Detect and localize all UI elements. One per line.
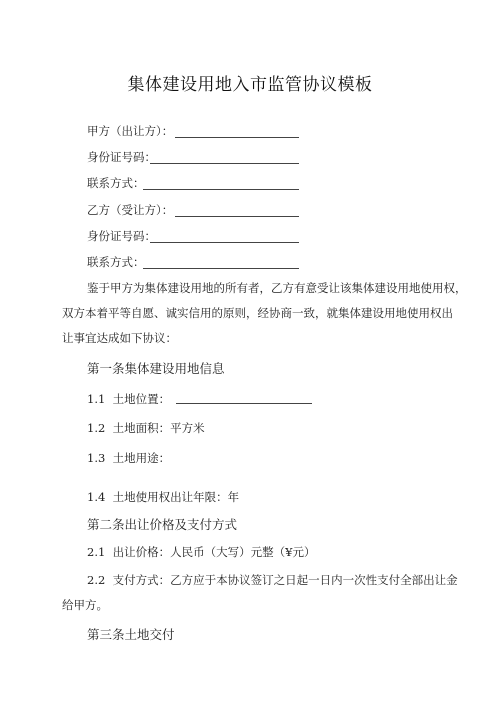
preamble-paragraph [62, 276, 467, 351]
party-b-contact-label: 联系方式： [87, 255, 145, 269]
article-1-item-1 [87, 391, 170, 407]
article-2-item-1 [87, 544, 315, 560]
land-location-blank [176, 403, 312, 404]
party-b-id-blank [150, 242, 299, 243]
item-number: 2.2 [87, 573, 106, 587]
preamble-line-1: 鉴于甲方为集体建设用地的所有者，乙方有意受让该集体建设用地使用权， [87, 281, 467, 295]
party-b-id-label: 身份证号码： [87, 229, 156, 243]
preamble-line-2: 双方本着平等自愿、诚实信用的原则，经协商一致，就集体建设用地使用权出 [62, 306, 453, 320]
article-1-heading: 第一条集体建设用地信息 [87, 361, 225, 376]
item-text: 土地位置： [112, 392, 171, 406]
item-number: 1.3 [87, 451, 106, 465]
article-2-heading: 第二条出让价格及支付方式 [87, 517, 238, 532]
party-b-contact-blank [143, 268, 299, 269]
item-number: 1.1 [87, 392, 106, 406]
item-number: 2.1 [87, 545, 106, 559]
preamble-line-3: 让事宜达成如下协议： [62, 331, 177, 345]
document-title: 集体建设用地入市监管协议模板 [127, 75, 373, 95]
item-text: 土地用途： [112, 451, 171, 465]
item-number: 1.2 [87, 421, 106, 435]
party-a-contact-blank [143, 189, 299, 190]
party-a-transferor-label: 甲方（出让方）： [87, 124, 174, 138]
party-b-name-blank [175, 216, 299, 217]
party-a-name-blank [175, 137, 299, 138]
party-b-transferee-label: 乙方（受让方）： [87, 203, 174, 217]
article-2-item-2 [87, 572, 458, 588]
party-a-id-blank [150, 163, 299, 164]
item-text: 土地面积：平方米 [112, 421, 205, 435]
article-1-item-3 [87, 450, 170, 466]
article-1-item-2 [87, 420, 205, 436]
item-text: 土地使用权出让年限：年 [112, 490, 240, 504]
item-text: 出让价格：人民币（大写）元整（¥元） [112, 545, 316, 559]
item-number: 1.4 [87, 490, 106, 504]
article-2-item-2-continuation: 给甲方。 [62, 598, 108, 612]
item-text: 支付方式：乙方应于本协议签订之日起一日内一次性支付全部出让金 [112, 573, 458, 587]
article-1-item-4 [87, 489, 239, 505]
party-a-contact-label: 联系方式： [87, 176, 145, 190]
article-3-heading: 第三条土地交付 [87, 627, 175, 642]
party-a-id-label: 身份证号码： [87, 150, 156, 164]
